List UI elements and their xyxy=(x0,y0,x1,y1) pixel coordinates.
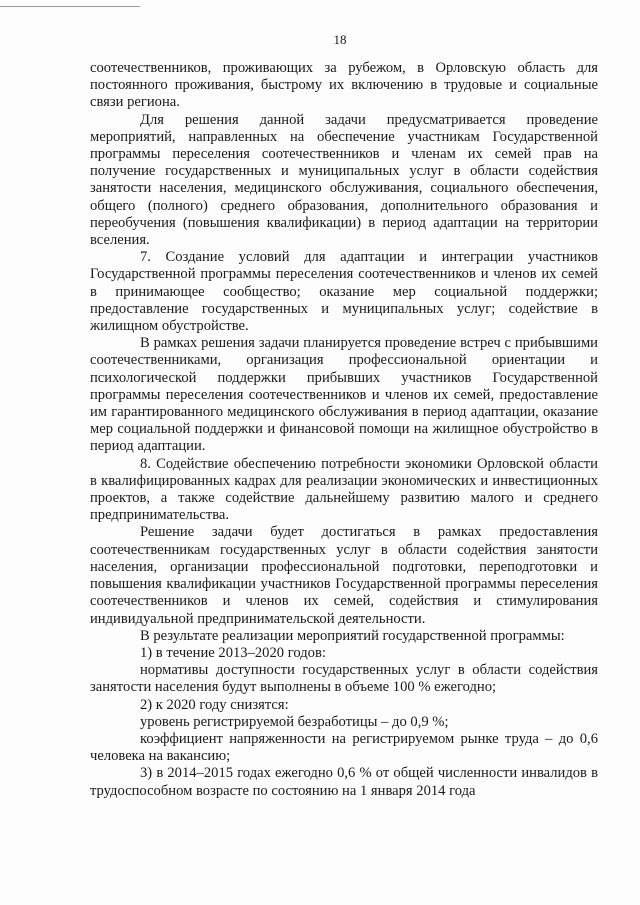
paragraph-result-3: 3) в 2014–2015 годах ежегодно 0,6 % от общей численности инвалидов в трудоспособном возрасте по состоянию на 1 января 2014 года xyxy=(90,765,598,799)
paragraph-item-7-measures: В рамках решения задачи планируется проведение встреч с прибывшими соотечественниками, организация профессиональной ориентации и психологической поддержки прибывших участников Государственной программы переселения соотечественников и членов их семей, предоставление им гарантированного медицинского обслуживания в период адаптации, оказание мер социальной поддержки и финансовой помощи на жилищное обустройство в период адаптации. xyxy=(90,335,598,455)
paragraph-item-8-measures: Решение задачи будет достигаться в рамках предоставления соотечественникам государственных услуг в области содействия занятости населения, организации профессиональной подготовки, переподготовки и повышения квалификации участников Государственной программы переселения соотечественников и членов их семей, содействия и стимулирования индивидуальной предпринимательской деятельности. xyxy=(90,524,598,627)
page-number: 18 xyxy=(333,32,347,47)
paragraph-result-2-tension: коэффициент напряженности на регистрируемом рынке труда – до 0,6 человека на вакансию; xyxy=(90,730,598,765)
paragraph-result-1-detail: нормативы доступности государственных услуг в области содействия занятости населения будут выполнены в объеме 100 % ежегодно; xyxy=(90,662,598,696)
paragraph-continuation: соотечественников, проживающих за рубежом, в Орловскую область для постоянного проживания, быстрому их включению в трудовые и социальные связи региона. xyxy=(90,60,598,111)
paragraph-results-intro: В результате реализации мероприятий государственной программы: xyxy=(140,627,565,644)
paragraph-task-solution: Для решения данной задачи предусматривается проведение мероприятий, направленных на обеспечение участникам Государственной программы переселения соотечественников и членам их семей прав на получение государственных и муниципальных услуг в области содействия занятости населения, медицинского обслуживания, социального обеспечения, общего (полного) среднего образования, дополнительного образования и переобучения (повышения квалификации) в период адаптации на территории вселения. xyxy=(90,111,598,249)
paragraph-result-2-unemployment: уровень регистрируемой безработицы – до 0,9 %; xyxy=(140,713,449,730)
paragraph-item-8: 8. Содействие обеспечению потребности экономики Орловской области в квалифицированных кадрах для реализации экономических и инвестиционных проектов, а также содействие дальнейшему развитию малого и среднего предпринимательства. xyxy=(90,455,598,524)
top-rule xyxy=(0,6,140,7)
paragraph-result-2: 2) к 2020 году снизятся: xyxy=(140,696,289,713)
document-body xyxy=(90,60,598,800)
paragraph-result-1: 1) в течение 2013–2020 годов: xyxy=(140,644,326,661)
paragraph-item-7: 7. Создание условий для адаптации и интеграции участников Государственной программы переселения соотечественников и членов их семей в принимающее сообщество; оказание мер социальной поддержки; предоставление государственных и муниципальных услуг; содействие в жилищном обустройстве. xyxy=(90,249,598,335)
